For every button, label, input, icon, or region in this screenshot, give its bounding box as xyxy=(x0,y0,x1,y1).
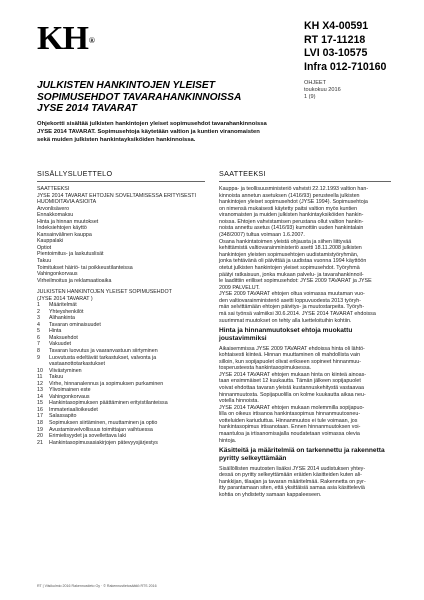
toc-item-label: Salassapito xyxy=(49,413,77,420)
toc-item-label: Takuu xyxy=(49,374,64,381)
paragraph-line: on nimensä mukaisesti käytetty paitsi valtion myös kuntien xyxy=(219,205,358,212)
paragraph-line: tosperusteesta hankintasopimuksessa. xyxy=(219,365,312,372)
section-heading: SAATTEEKSI xyxy=(219,169,391,182)
toc-item: Hinta ja hinnan muutokset xyxy=(37,218,99,225)
toc-item-label: Avustamisvelvollisuus toimittajan vaihtuessa xyxy=(49,426,153,433)
paragraph-line: itty parantamaan siten, että yksittäisiä samaa asia käsitteleviä xyxy=(219,485,365,492)
subheading-line: pyritty selkeyttämään xyxy=(219,455,287,463)
toc-item-number: 3 xyxy=(37,315,40,322)
subheading-line: Hinta ja hinnanmuutokset ehtoja muokattu xyxy=(219,327,353,335)
toc-item-number: 16 xyxy=(37,406,43,413)
paragraph-line: hankintasopimus irtisanotaan. Ennen hinnanmuutoksen voi- xyxy=(219,424,361,431)
paragraph-line: votteluiden kariuduttua. Hinnanmuutos ei tule voimaan, jos xyxy=(219,417,358,424)
paragraph-line: dessä on pyritty selkeyttämään eräiden käsitteiden kuten ali- xyxy=(219,472,362,479)
toc-item-label: vastaanottotarkastukset xyxy=(49,361,105,368)
paragraph-line: kohtia on yhdistetty samaan kappaleeseen. xyxy=(219,491,322,498)
toc-item-label: Määritelmät xyxy=(49,302,77,309)
paragraph-line: viranomaisten ja muiden julkisten hankintayksiköiden hankin- xyxy=(219,212,364,219)
paragraph-line: 2009 PALVELUT. xyxy=(219,284,260,291)
document-meta xyxy=(304,80,341,102)
toc-item: Toimitukset häiriö- tai poikkeustilanteissa xyxy=(37,264,133,271)
paragraph-2 xyxy=(219,346,391,445)
toc-item-label: Maksuehdot xyxy=(49,334,78,341)
toc-item: HUOMIOITAVIA ASIOITA xyxy=(37,199,97,206)
intro-column xyxy=(219,169,391,499)
paragraph-line: hinnanmuutosta. Sopijapuolilla on kolme kuukautta aikaa neu- xyxy=(219,391,366,398)
toc-item-number: 8 xyxy=(37,347,40,354)
toc-item-number: 11 xyxy=(37,374,43,381)
toc-item-label: Immateriaalioikeudet xyxy=(49,406,98,413)
toc-item xyxy=(37,440,205,447)
toc-item-number: 5 xyxy=(37,328,40,335)
footer-note: RT | Viisikulmio 2016 Rakennustieto Oy · © Rakennustietosäätiö RTS 2016 xyxy=(37,584,157,588)
toc-item-number: 13 xyxy=(37,387,43,394)
toc-item: Virheilmoitus ja reklamaatioaika xyxy=(37,277,112,284)
toc-item: Optiot xyxy=(37,244,52,251)
subheading-line: joustavimmiksi xyxy=(219,335,267,343)
toc-item-label: Ylivoimainen este xyxy=(49,387,91,394)
toc-item-number: 10 xyxy=(37,367,43,374)
paragraph-line: (348/2007) tultua voimaan 1.6.2007. xyxy=(219,232,305,239)
meta-page: 1 (9) xyxy=(304,94,316,101)
toc-column xyxy=(37,169,205,446)
paragraph-line: hankkijan, tilaajan ja tavaran määritelmää. Rakennetta on pyr- xyxy=(219,478,366,485)
intro-line: JYSE 2014 TAVARAT. Sopimusehtoja käytetään valtion ja kuntien viranomaisten xyxy=(37,128,260,135)
toc-item-number: 19 xyxy=(37,426,43,433)
paragraph-line: maantuloa ja irtisanomisajalla noudatetaan voimassa olevia xyxy=(219,431,360,438)
toc-item-number: 2 xyxy=(37,308,40,315)
paragraph-line: otetut julkisten hankintojen yleiset sopimusehdot. Työryhmä xyxy=(219,264,360,271)
paragraph-line: kinnoista annetun asetuksen (1416/93) perusteella julkisten xyxy=(219,192,360,199)
toc-group2-title-line: JULKISTEN HANKINTOJEN YLEISET SOPIMUSEHDOT xyxy=(37,289,172,296)
title-line: JULKISTEN HANKINTOJEN YLEISET xyxy=(37,80,215,91)
toc-item-label: Tavaran luovutus ja vaaranvastuun siirtyminen xyxy=(49,347,158,354)
document-codes xyxy=(304,20,386,74)
paragraph-line: Sisällöllisten muutosten lisäksi JYSE 2014 uudistuksen yhtey- xyxy=(219,465,366,472)
paragraph-line: taan ensimmäiset 12 kuukautta. Tämän jälkeen sopijapuolet xyxy=(219,378,361,385)
paragraph-line: män selvittämään ehtojen päivitys- ja muutostarpeita. Työryh- xyxy=(219,304,365,311)
paragraph-line: mä sai työnsä valmiiksi 30.6.2014. JYSE 2014 TAVARAT ehdoissa xyxy=(219,310,376,317)
paragraph-line: noista annettu asetus (1416/93) kumottiin uuden hankintalain xyxy=(219,225,364,232)
toc-item: Kansainvälinen kauppa xyxy=(37,231,92,238)
toc-item-label: Tavaran ominaisuudet xyxy=(49,321,101,328)
toc-item-number: 20 xyxy=(37,433,43,440)
paragraph-line: votella hinnoista. xyxy=(219,398,259,405)
paragraph-line: JYSE 2009 TAVARAT ehtojen oltua voimassa muutaman vuo- xyxy=(219,291,365,298)
paragraph-1 xyxy=(219,186,391,324)
toc-item-label: Yhteyshenkilöt xyxy=(49,308,84,315)
toc-heading: SISÄLLYSLUETTELO xyxy=(37,169,205,182)
intro-line: Ohjekortti sisältää julkisten hankintojen yleiset sopimusehdot tavarahankinnoissa xyxy=(37,121,267,127)
paragraph-line: lilla on oikeus irtisanoa hankintasopimus hinnanmuutosneu- xyxy=(219,411,361,418)
toc-item: Arvonlisävero xyxy=(37,205,70,212)
paragraph-line: kohtaisesti kiinteä. Hinnan muuttaminen oli mahdollista vain xyxy=(219,352,361,359)
intro-text xyxy=(37,121,327,145)
paragraph-line: hankintojen yleiset sopimusehdot (JYSE 1994). Sopimusehtoja xyxy=(219,199,368,206)
code-lvi: LVI 03-10575 xyxy=(304,47,368,60)
paragraph-line: Kauppa- ja teollisuusministeriö vahvisti 22.12.1993 valtion han- xyxy=(219,186,369,192)
subheading-line: Käsitteitä ja määritelmiä on tarkennettu ja rakennetta xyxy=(219,447,385,455)
code-rt: RT 17-11218 xyxy=(304,33,366,46)
paragraph-3 xyxy=(219,466,391,499)
toc-item-label: Viivästyminen xyxy=(49,367,82,374)
toc-item-number: 12 xyxy=(37,380,43,387)
toc-item-number: 21 xyxy=(37,439,43,446)
page-title xyxy=(37,80,277,115)
toc-item: JYSE 2014 TAVARAT EHTOJEN SOVELTAMISESSA ERITYISESTI xyxy=(37,192,196,199)
toc-group2 xyxy=(37,302,205,446)
toc-group1 xyxy=(37,193,205,285)
toc-item-number: 4 xyxy=(37,321,40,328)
subheading-1 xyxy=(219,327,391,343)
code-kh: KH X4-00591 xyxy=(304,20,369,32)
toc-item-label: Luovutusta edeltävät tarkastukset, valvonta ja xyxy=(49,354,157,361)
meta-type: OHJEET xyxy=(304,80,327,86)
toc-item-label: Hankintasopimusasiakirjojen pätevyysjärjestys xyxy=(49,439,158,446)
paragraph-line: hintoja. xyxy=(219,437,237,444)
paragraph-line: Osana hankintatoimen yleistä ohjausta ja siihen liittyvää xyxy=(219,238,352,245)
toc-item-label: Virhe, hinnanalennus ja sopimuksen purkaminen xyxy=(49,380,164,387)
toc-item: Ennakkomaksu xyxy=(37,212,74,219)
logo-text: KH xyxy=(37,20,88,57)
toc-item-label: Hinta xyxy=(49,328,62,335)
paragraph-line: noissa. Ehtojen vahvistamisen perustana ollut valtion hankin- xyxy=(219,218,364,225)
intro-line: sekä muiden julkisten hankintayksiköiden hankinnoissa. xyxy=(37,136,196,143)
title-line: JYSE 2014 TAVARAT xyxy=(37,103,138,115)
toc-item-number: 17 xyxy=(37,413,43,420)
toc-item-label: Vahingonkorvaus xyxy=(49,393,90,400)
toc-group2-title-line: (JYSE 2014 TAVARAT ) xyxy=(37,295,93,302)
paragraph-line: jonka tehtävänä oli päivittää ja uudistaa vuonna 1994 käyttöön xyxy=(219,258,367,265)
toc-item-number: 7 xyxy=(37,341,40,348)
paragraph-line: JYSE 2014 TAVARAT ehtojen mukaan molemmilla sopijapuo- xyxy=(219,404,365,411)
toc-item-label: Hankintasopimuksen päättäminen erityistilanteissa xyxy=(49,400,168,407)
toc-item-label: Sopimuksen siirtäminen, muuttaminen ja optio xyxy=(49,420,158,426)
toc-item-number: 15 xyxy=(37,400,43,407)
toc-item-number: 1 xyxy=(37,302,40,309)
toc-item-number: 9 xyxy=(37,354,40,361)
paragraph-line: suurimmat muutokset on tehty alla luetteloituihin kohtiin. xyxy=(219,317,352,324)
paragraph-line: kehittämistä valtiovarainministeriö asetti 18.11.2008 julkisten xyxy=(219,245,362,252)
toc-item-number: 18 xyxy=(37,420,43,426)
toc-item-number: 6 xyxy=(37,334,40,341)
toc-item: Indeksiehtojen käyttö xyxy=(37,225,87,232)
paragraph-line: silloin, kun sopijapuolet olivat erikseen sopineet hinnanmuu- xyxy=(219,358,361,365)
paragraph-line: hankintojen yleisten sopimusehtojen uudistamistyöryhmän, xyxy=(219,251,359,258)
toc-item-label: Erimielisyydet ja sovellettava laki xyxy=(49,433,127,440)
toc-item: Pientoimitus- ja laskutuslisät xyxy=(37,251,104,258)
title-line: SOPIMUSEHDOT TAVARAHANKINNOISSA xyxy=(37,91,242,103)
toc-item: Vahingonkorvaus xyxy=(37,271,78,278)
paragraph-line: den valtiovarainministeriö asetti loppuvuodesta 2013 työryh- xyxy=(219,297,361,304)
paragraph-line: le laadittiin erilliset sopimusehdot: JYSE 2009 TAVARAT ja JYSE xyxy=(219,278,372,285)
toc-item: Kauppalaki xyxy=(37,238,64,245)
paragraph-line: voivat ehdottaa tavaran yleistä kustannuskehitystä vastaavaa xyxy=(219,385,364,392)
toc-item-label: Alihankinta xyxy=(49,315,75,322)
meta-date: toukokuu 2016 xyxy=(304,87,341,94)
toc-item-number: 14 xyxy=(37,393,43,400)
toc-group1-title: SAATTEEKSI xyxy=(37,186,70,192)
kh-logo xyxy=(37,22,93,56)
toc-item-label: Vakuudet xyxy=(49,341,71,348)
toc-item: Takuu xyxy=(37,257,52,264)
paragraph-line: JYSE 2014 TAVARAT ehtojen mukaan hinta on kiinteä ainoas- xyxy=(219,371,367,378)
subheading-2 xyxy=(219,447,391,463)
code-infra: Infra 012-710160 xyxy=(304,60,387,73)
paragraph-line: päätyi ratkaisuun, jonka mukaan palvelu- ja tavarahankinnoil- xyxy=(219,271,364,278)
registered-mark: ® xyxy=(88,36,94,45)
paragraph-line: Aikaisemmissa JYSE 2009 TAVARAT ehdoissa hinta oli lähtö- xyxy=(219,345,365,352)
